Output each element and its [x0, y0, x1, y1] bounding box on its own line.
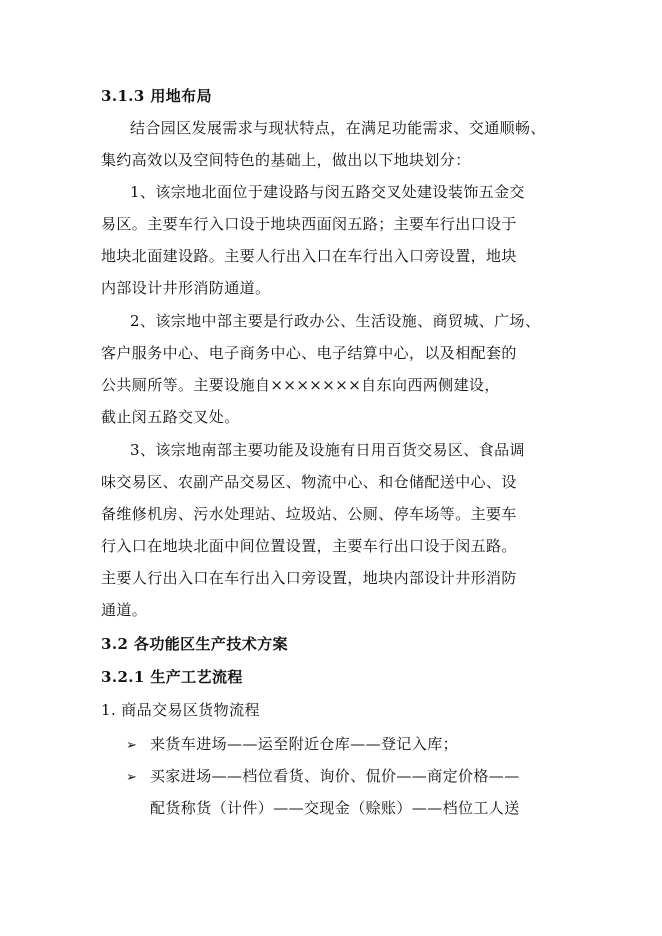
paragraph-line: 内部设计井形消防通道。: [101, 279, 271, 297]
paragraph-line: 行入口在地块北面中间位置设置，主要车行出口设于闵五路。: [101, 537, 517, 555]
paragraph-line: 公共厕所等。主要设施自×××××××自东向西两侧建设，: [101, 376, 500, 394]
paragraph-line: 地块北面建设路。主要人行出入口在车行出入口旁设置，地块: [101, 247, 517, 265]
section-heading-3-2: 3.2 各功能区生产技术方案: [101, 635, 288, 653]
paragraph-line: 截止闵五路交叉处。: [101, 408, 240, 426]
arrow-bullet-icon: ➢: [126, 770, 138, 785]
section-heading-3-1-3: 3.1.3 用地布局: [101, 87, 212, 105]
section-heading-3-2-1: 3.2.1 生产工艺流程: [101, 668, 243, 686]
bullet-text: 来货车进场——运至附近仓库——登记入库；: [150, 735, 459, 753]
paragraph-line: 1、该宗地北面位于建设路与闵五路交叉处建设装饰五金交: [130, 183, 525, 201]
bullet-text: 买家进场——档位看货、询价、侃价——商定价格——: [150, 767, 520, 785]
paragraph-line: 主要人行出入口在车行出入口旁设置，地块内部设计井形消防: [101, 569, 517, 587]
paragraph-line: 结合园区发展需求与现状特点，在满足功能需求、交通顺畅、: [130, 119, 546, 137]
paragraph-line: 客户服务中心、电子商务中心、电子结算中心，以及相配套的: [101, 344, 517, 362]
paragraph-line: 备维修机房、污水处理站、垃圾站、公厕、停车场等。主要车: [101, 505, 517, 523]
paragraph-line: 通道。: [101, 601, 148, 619]
numbered-list-item: 1. 商品交易区货物流程: [101, 701, 260, 719]
arrow-bullet-icon: ➢: [126, 738, 138, 753]
bullet-list-item: [126, 766, 520, 788]
paragraph-line: 味交易区、农副产品交易区、物流中心、和仓储配送中心、设: [101, 473, 517, 491]
paragraph-line: 集约高效以及空间特色的基础上，做出以下地块划分：: [101, 151, 471, 169]
paragraph-line: 易区。主要车行入口设于地块西面闵五路；主要车行出口设于: [101, 215, 517, 233]
paragraph-line: 3、该宗地南部主要功能及设施有日用百货交易区、食品调: [130, 441, 525, 459]
bullet-list-item: [126, 734, 458, 756]
paragraph-line: 2、该宗地中部主要是行政办公、生活设施、商贸城、广场、: [130, 312, 541, 330]
bullet-continuation-line: 配货称货（计件）——交现金（赊账）——档位工人送: [150, 799, 520, 817]
